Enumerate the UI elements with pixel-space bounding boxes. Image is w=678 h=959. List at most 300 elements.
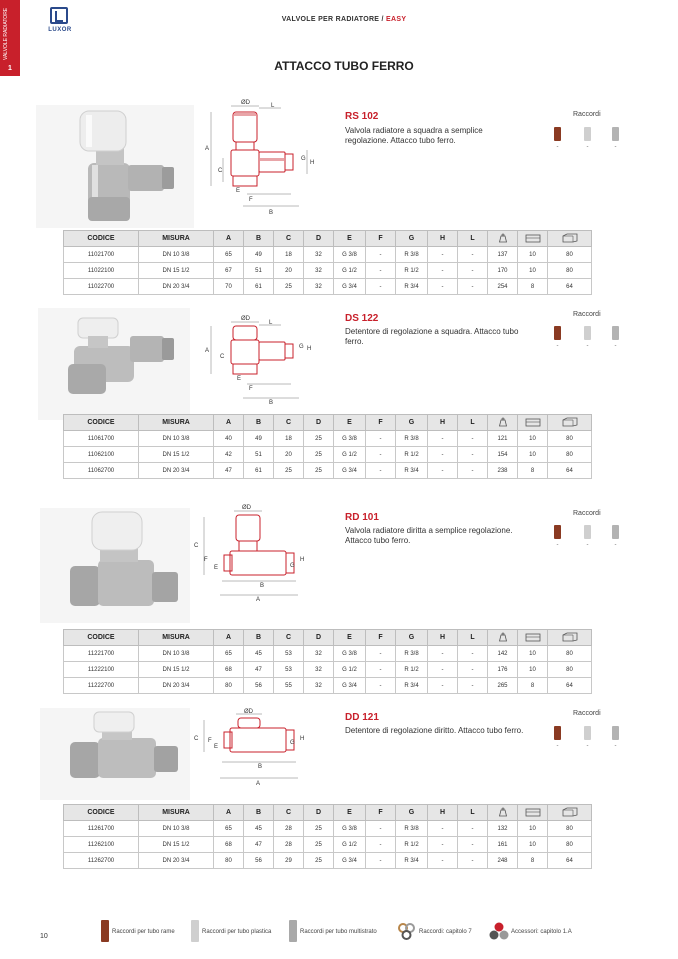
table-cell: -: [366, 463, 396, 479]
raccordi-mark: -: [556, 144, 559, 150]
product-photo: [36, 105, 194, 228]
table-header-cell: E: [334, 415, 366, 431]
multilayer-fitting-icon: [612, 127, 619, 141]
table-row: [64, 463, 592, 479]
carton-box-icon: [562, 807, 578, 819]
plastic-fitting-icon: [584, 525, 591, 539]
package-box-icon: [525, 233, 541, 245]
weight-icon: [498, 807, 508, 819]
table-cell: -: [366, 821, 396, 837]
table-cell: R 1/2: [396, 263, 428, 279]
package-box-icon: [525, 417, 541, 429]
table-header-cell: G: [396, 415, 428, 431]
table-cell: G 3/8: [334, 431, 366, 447]
table-cell: R 3/4: [396, 853, 428, 869]
table-header-cell: G: [396, 231, 428, 247]
table-cell: 25: [304, 431, 334, 447]
table-row: [64, 247, 592, 263]
table-cell: 65: [214, 646, 244, 662]
table-header-cell: [488, 231, 518, 247]
table-header-cell: CODICE: [64, 630, 139, 646]
product-code: DD 121: [345, 712, 379, 723]
table-cell: 11021700: [64, 247, 139, 263]
legend-label: Accessori: capitolo 1.A: [511, 929, 572, 935]
dim-label-e: E: [237, 376, 242, 382]
table-cell: R 3/8: [396, 247, 428, 263]
product-description: Detentore di regolazione a squadra. Attacco tubo ferro.: [345, 327, 519, 346]
table-cell: G 1/2: [334, 263, 366, 279]
table-cell: G 3/4: [334, 463, 366, 479]
table-cell: 42: [214, 447, 244, 463]
table-cell: 11062100: [64, 447, 139, 463]
table-cell: 28: [274, 821, 304, 837]
dim-label-f: F: [249, 197, 253, 203]
table-cell: G 3/8: [334, 821, 366, 837]
table-cell: 11222100: [64, 662, 139, 678]
dim-label-d: ØD: [244, 709, 253, 715]
dim-label-d: ØD: [241, 316, 250, 322]
table-header-cell: C: [274, 231, 304, 247]
table-cell: -: [366, 447, 396, 463]
table-cell: 132: [488, 821, 518, 837]
product-description: Valvola radiatore a squadra a semplice regolazione. Attacco tubo ferro.: [345, 126, 483, 145]
table-cell: -: [366, 678, 396, 694]
dim-label-f: F: [249, 386, 253, 392]
table-cell: -: [428, 662, 458, 678]
dim-label-b: B: [269, 210, 274, 216]
table-header-cell: B: [244, 415, 274, 431]
luxor-logo: [40, 7, 80, 37]
table-header-row: [64, 630, 592, 646]
table-cell: 64: [548, 279, 592, 295]
weight-icon: [498, 417, 508, 429]
table-header-cell: [548, 630, 592, 646]
header-separator: /: [381, 16, 384, 23]
table-cell: 8: [518, 463, 548, 479]
table-cell: 11262100: [64, 837, 139, 853]
table-cell: 18: [274, 431, 304, 447]
table-header-cell: MISURA: [139, 630, 214, 646]
table-cell: 11221700: [64, 646, 139, 662]
dim-label-f: F: [204, 557, 208, 563]
chapter-side-tab: [0, 0, 20, 76]
table-cell: 8: [518, 678, 548, 694]
table-cell: 238: [488, 463, 518, 479]
raccordi-icons: [553, 726, 623, 750]
table-cell: 32: [304, 247, 334, 263]
raccordi-label: Raccordi: [573, 710, 601, 717]
table-row: [64, 279, 592, 295]
package-box-icon: [525, 807, 541, 819]
product-photo: [40, 508, 190, 623]
table-cell: DN 20 3/4: [139, 853, 214, 869]
table-header-cell: CODICE: [64, 231, 139, 247]
dim-label-c: C: [194, 543, 199, 549]
table-row: [64, 678, 592, 694]
table-cell: -: [458, 447, 488, 463]
table-header-cell: C: [274, 805, 304, 821]
table-cell: 20: [274, 263, 304, 279]
multilayer-fitting-icon: [612, 726, 619, 740]
table-cell: 254: [488, 279, 518, 295]
table-cell: 176: [488, 662, 518, 678]
table-cell: 65: [214, 247, 244, 263]
table-cell: 10: [518, 837, 548, 853]
table-cell: -: [366, 247, 396, 263]
section-header: [200, 16, 488, 23]
table-cell: 11262700: [64, 853, 139, 869]
table-header-cell: H: [428, 231, 458, 247]
table-cell: -: [458, 247, 488, 263]
table-cell: 80: [548, 821, 592, 837]
table-cell: -: [428, 247, 458, 263]
legend-label: Raccordi per tubo multistrato: [300, 929, 377, 935]
table-cell: DN 15 1/2: [139, 447, 214, 463]
table-cell: 32: [304, 678, 334, 694]
table-header-cell: E: [334, 231, 366, 247]
weight-icon: [498, 632, 508, 644]
table-cell: 80: [548, 447, 592, 463]
spec-table: [63, 629, 592, 694]
carton-box-icon: [562, 632, 578, 644]
table-row: [64, 646, 592, 662]
fittings-chapter-icon: [397, 920, 417, 942]
table-header-cell: B: [244, 630, 274, 646]
table-cell: 154: [488, 447, 518, 463]
table-header-cell: [518, 630, 548, 646]
table-header-cell: H: [428, 630, 458, 646]
page-number: 10: [40, 933, 48, 940]
table-cell: 10: [518, 263, 548, 279]
table-cell: 61: [244, 463, 274, 479]
raccordi-mark: -: [556, 343, 559, 349]
table-cell: 80: [548, 662, 592, 678]
raccordi-mark: -: [586, 144, 589, 150]
table-cell: 161: [488, 837, 518, 853]
table-cell: -: [428, 678, 458, 694]
table-header-cell: F: [366, 415, 396, 431]
plastic-fitting-icon: [584, 726, 591, 740]
table-cell: 80: [214, 678, 244, 694]
copper-fitting-icon: [554, 127, 561, 141]
table-cell: 32: [304, 646, 334, 662]
table-cell: R 1/2: [396, 837, 428, 853]
plastic-fitting-icon: [584, 326, 591, 340]
table-header-cell: [518, 805, 548, 821]
table-cell: 10: [518, 431, 548, 447]
page-footer: [0, 918, 678, 948]
table-header-row: [64, 231, 592, 247]
dim-label-l: L: [269, 320, 273, 326]
table-header-cell: MISURA: [139, 231, 214, 247]
table-cell: R 3/4: [396, 463, 428, 479]
product-code: DS 122: [345, 313, 379, 324]
table-header-cell: MISURA: [139, 805, 214, 821]
carton-box-icon: [562, 417, 578, 429]
raccordi-mark: -: [556, 542, 559, 548]
table-cell: 80: [548, 247, 592, 263]
table-cell: R 3/8: [396, 646, 428, 662]
table-cell: G 1/2: [334, 662, 366, 678]
copper-fitting-icon: [554, 525, 561, 539]
dim-label-b: B: [260, 583, 265, 589]
table-header-cell: [518, 415, 548, 431]
table-row: [64, 853, 592, 869]
table-header-cell: E: [334, 630, 366, 646]
dim-label-h: H: [300, 736, 305, 742]
table-header-cell: G: [396, 630, 428, 646]
table-cell: 47: [214, 463, 244, 479]
table-cell: 70: [214, 279, 244, 295]
table-cell: R 3/4: [396, 678, 428, 694]
table-cell: 25: [304, 821, 334, 837]
table-header-cell: F: [366, 630, 396, 646]
table-cell: 51: [244, 263, 274, 279]
dim-label-d: ØD: [241, 100, 250, 106]
table-cell: 65: [214, 821, 244, 837]
table-header-cell: G: [396, 805, 428, 821]
weight-icon: [498, 233, 508, 245]
technical-drawing: [203, 314, 328, 404]
table-cell: -: [458, 279, 488, 295]
raccordi-icons: [553, 525, 623, 549]
table-cell: -: [458, 853, 488, 869]
table-cell: 45: [244, 821, 274, 837]
table-header-cell: CODICE: [64, 805, 139, 821]
copper-fitting-icon: [554, 326, 561, 340]
table-cell: 20: [274, 447, 304, 463]
multilayer-fitting-icon: [288, 920, 298, 942]
table-cell: 25: [274, 279, 304, 295]
table-header-cell: D: [304, 630, 334, 646]
table-cell: 64: [548, 853, 592, 869]
table-cell: 56: [244, 678, 274, 694]
table-cell: DN 10 3/8: [139, 247, 214, 263]
dim-label-g: G: [299, 344, 304, 350]
table-cell: 10: [518, 646, 548, 662]
package-box-icon: [525, 632, 541, 644]
table-cell: 8: [518, 853, 548, 869]
table-header-cell: CODICE: [64, 415, 139, 431]
logo-mark-icon: [50, 7, 68, 24]
chapter-label: VALVOLE RADIATORE: [3, 7, 9, 61]
dim-label-b: B: [269, 400, 274, 404]
table-row: [64, 837, 592, 853]
table-cell: 25: [274, 463, 304, 479]
table-header-cell: D: [304, 231, 334, 247]
dim-label-c: C: [218, 168, 223, 174]
product-description: Valvola radiatore diritta a semplice regolazione. Attacco tubo ferro.: [345, 526, 513, 545]
table-header-cell: L: [458, 805, 488, 821]
legend-label: Raccordi per tubo rame: [112, 929, 175, 935]
table-cell: DN 20 3/4: [139, 279, 214, 295]
table-cell: 40: [214, 431, 244, 447]
table-cell: DN 15 1/2: [139, 263, 214, 279]
table-row: [64, 447, 592, 463]
table-cell: 11062700: [64, 463, 139, 479]
plastic-fitting-icon: [584, 127, 591, 141]
table-cell: 121: [488, 431, 518, 447]
raccordi-icons: [553, 326, 623, 350]
table-cell: DN 10 3/8: [139, 646, 214, 662]
dim-label-a: A: [205, 348, 210, 354]
table-header-cell: F: [366, 231, 396, 247]
table-cell: 61: [244, 279, 274, 295]
table-cell: 137: [488, 247, 518, 263]
table-cell: 28: [274, 837, 304, 853]
table-cell: DN 15 1/2: [139, 837, 214, 853]
table-cell: 49: [244, 247, 274, 263]
table-header-cell: A: [214, 231, 244, 247]
table-header-cell: D: [304, 805, 334, 821]
table-header-cell: [548, 231, 592, 247]
accessories-chapter-icon: [489, 920, 509, 942]
table-cell: 32: [304, 662, 334, 678]
table-cell: 265: [488, 678, 518, 694]
table-header-cell: B: [244, 231, 274, 247]
table-cell: 45: [244, 646, 274, 662]
table-row: [64, 662, 592, 678]
table-cell: -: [428, 837, 458, 853]
table-cell: 11222700: [64, 678, 139, 694]
spec-table: [63, 804, 592, 869]
multilayer-fitting-icon: [612, 525, 619, 539]
table-cell: 11061700: [64, 431, 139, 447]
table-cell: DN 20 3/4: [139, 678, 214, 694]
product-description: Detentore di regolazione diritto. Attacco tubo ferro.: [345, 726, 524, 735]
table-cell: 25: [304, 447, 334, 463]
table-cell: -: [428, 821, 458, 837]
table-cell: 67: [214, 263, 244, 279]
table-cell: 10: [518, 247, 548, 263]
dim-label-h: H: [307, 346, 312, 352]
table-cell: G 3/4: [334, 279, 366, 295]
table-cell: 53: [274, 662, 304, 678]
table-cell: DN 15 1/2: [139, 662, 214, 678]
dim-label-h: H: [300, 557, 305, 563]
table-cell: -: [366, 837, 396, 853]
dim-label-c: C: [194, 736, 199, 742]
table-cell: DN 20 3/4: [139, 463, 214, 479]
table-cell: 80: [548, 646, 592, 662]
table-cell: 64: [548, 463, 592, 479]
table-cell: G 3/4: [334, 853, 366, 869]
table-cell: -: [458, 431, 488, 447]
table-header-row: [64, 805, 592, 821]
header-category: VALVOLE PER RADIATORE: [281, 16, 380, 23]
dim-label-d: ØD: [242, 505, 251, 511]
table-cell: 51: [244, 447, 274, 463]
table-cell: -: [458, 821, 488, 837]
chapter-number: 1: [8, 65, 12, 72]
copper-fitting-icon: [554, 726, 561, 740]
table-header-cell: D: [304, 415, 334, 431]
dim-label-g: G: [290, 740, 295, 746]
dim-label-f: F: [208, 738, 212, 744]
table-header-cell: L: [458, 630, 488, 646]
raccordi-label: Raccordi: [573, 311, 601, 318]
table-header-cell: C: [274, 415, 304, 431]
dim-label-g: G: [290, 563, 295, 569]
table-cell: R 3/8: [396, 821, 428, 837]
dim-label-a: A: [205, 146, 210, 152]
table-cell: 25: [304, 853, 334, 869]
table-cell: R 3/4: [396, 279, 428, 295]
dim-label-g: G: [301, 156, 306, 162]
dim-label-e: E: [236, 188, 241, 194]
table-header-cell: B: [244, 805, 274, 821]
header-series: EASY: [386, 16, 407, 23]
table-header-cell: A: [214, 805, 244, 821]
table-cell: -: [428, 646, 458, 662]
raccordi-label: Raccordi: [573, 510, 601, 517]
table-cell: 64: [548, 678, 592, 694]
table-cell: 80: [548, 263, 592, 279]
dim-label-e: E: [214, 565, 219, 571]
carton-box-icon: [562, 233, 578, 245]
table-cell: 56: [244, 853, 274, 869]
table-header-cell: L: [458, 415, 488, 431]
table-cell: 142: [488, 646, 518, 662]
table-cell: -: [366, 431, 396, 447]
logo-name: LUXOR: [48, 27, 72, 33]
dim-label-c: C: [220, 354, 225, 360]
table-cell: -: [458, 662, 488, 678]
table-cell: -: [366, 263, 396, 279]
table-cell: 80: [548, 431, 592, 447]
table-cell: G 3/8: [334, 247, 366, 263]
table-row: [64, 431, 592, 447]
raccordi-mark: -: [586, 343, 589, 349]
table-cell: 10: [518, 821, 548, 837]
table-cell: -: [458, 837, 488, 853]
table-cell: -: [366, 662, 396, 678]
plastic-fitting-icon: [190, 920, 200, 942]
table-cell: 18: [274, 247, 304, 263]
product-code: RD 101: [345, 512, 379, 523]
table-header-cell: MISURA: [139, 415, 214, 431]
technical-drawing: [190, 708, 325, 788]
dim-label-l: L: [271, 103, 275, 109]
table-cell: -: [458, 646, 488, 662]
technical-drawing: [203, 98, 328, 216]
table-cell: 248: [488, 853, 518, 869]
raccordi-icons: [553, 127, 623, 151]
table-cell: -: [366, 853, 396, 869]
table-cell: -: [428, 431, 458, 447]
table-header-cell: F: [366, 805, 396, 821]
table-cell: 8: [518, 279, 548, 295]
table-header-cell: [488, 630, 518, 646]
table-cell: -: [428, 263, 458, 279]
raccordi-mark: -: [586, 743, 589, 749]
table-cell: 49: [244, 431, 274, 447]
table-cell: -: [366, 646, 396, 662]
spec-table: [63, 414, 592, 479]
raccordi-mark: -: [614, 343, 617, 349]
legend-label: Raccordi per tubo plastica: [202, 929, 272, 935]
table-cell: 25: [304, 463, 334, 479]
table-cell: 10: [518, 447, 548, 463]
table-cell: R 3/8: [396, 431, 428, 447]
table-cell: 170: [488, 263, 518, 279]
table-cell: -: [458, 263, 488, 279]
table-header-cell: E: [334, 805, 366, 821]
table-cell: -: [458, 678, 488, 694]
table-header-cell: A: [214, 630, 244, 646]
raccordi-mark: -: [586, 542, 589, 548]
technical-drawing: [190, 503, 325, 603]
